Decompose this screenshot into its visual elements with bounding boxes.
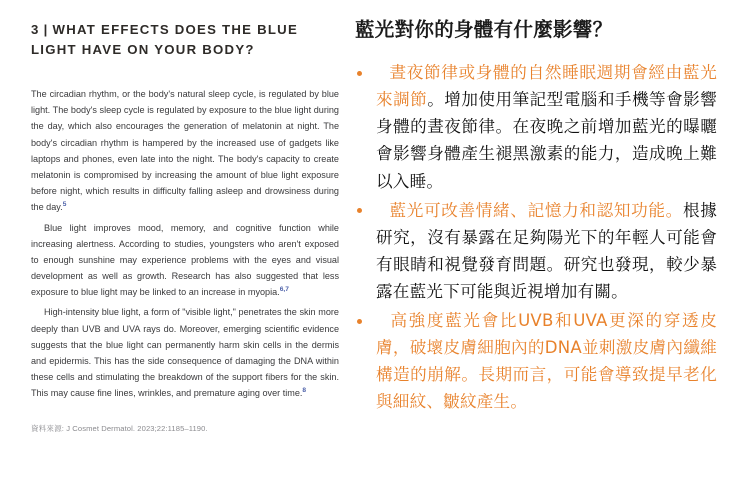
source-label: 資料來源 (31, 424, 62, 434)
page-title (31, 20, 339, 60)
list-item (355, 197, 717, 305)
footnote-ref-2: 6,7 (279, 286, 289, 294)
bullet-dot-icon (357, 208, 362, 213)
source-citation (31, 423, 339, 434)
footnote-ref-3: 8 (302, 387, 307, 395)
bullet-dot-icon (357, 319, 362, 324)
body-paragraph-2 (31, 220, 339, 301)
list-item-highlight: 晝夜節律或身體的自然睡眠週期會經由藍光來調節 (376, 63, 717, 110)
list-item-rest: 根據研究，沒有暴露在足夠陽光下的年輕人可能會有眼睛和視覺發育問題。研究也發現，較少暴露在藍光下可能與近視增加有關。 (376, 200, 717, 301)
title-separator: | (43, 22, 49, 37)
translated-heading: 藍光對你的身體有什麼影響？ (355, 18, 613, 41)
page-title-text: WHAT EFFECTS DOES THE BLUE LIGHT HAVE ON YOUR BODY? (31, 22, 298, 58)
source-text: : J Cosmet Dermatol. 2023;22:1185–1190. (61, 424, 208, 434)
body-paragraph-1 (31, 86, 339, 215)
left-column (31, 20, 339, 435)
section-number: 3 (31, 22, 40, 37)
list-item-highlight: 藍光可改善情緒、記憶力和認知功能。 (389, 200, 683, 220)
body-paragraph-2-text: Blue light improves mood, memory, and cognitive function while increasing alertness. According to studies, youngsters who aren't exposed to enough sunshine may experience problems with the eyes and visual development as well as growth. Research has also suggested that less exposure to blue light may be linked to an increase in myopia. (31, 222, 339, 298)
body-paragraph-1-text: The circadian rhythm, or the body's natural sleep cycle, is regulated by blue light. The body's sleep cycle is regulated by exposure to the blue light during the day, which also encourages the generation of melatonin at night. The body's circadian rhythm is hampered by the increased use of gadgets like laptops and phones, even late into the night. The body's capacity to create melatonin is compromised by increasing the amount of blue light exposure before night, which results in difficulty falling asleep and drowsiness during the day. (31, 89, 339, 213)
footnote-ref-1: 5 (62, 201, 67, 209)
body-paragraph-3 (31, 304, 339, 401)
list-item (355, 307, 717, 415)
right-column (355, 17, 717, 417)
bullet-dot-icon (357, 71, 362, 76)
list-item-rest: 。增加使用筆記型電腦和手機等會影響身體的晝夜節律。在夜晚之前增加藍光的曝曬會影響身體產生褪黑激素的能力，造成晚上難以入睡。 (376, 90, 717, 191)
list-item-highlight: 高強度藍光會比UVB和UVA更深的穿透皮膚，破壞皮膚細胞內的DNA並刺激皮膚內纖維構造的崩解。長期而言，可能會導致提早老化與細紋、皺紋產生。 (376, 310, 717, 411)
list-item (355, 59, 717, 194)
body-paragraph-3-text: High-intensity blue light, a form of "visible light," penetrates the skin more deeply than UVB and UVA rays do. Moreover, emerging scientific evidence suggests that the blue light can permanently harm skin cells in the dermis and epidermis. This has the side consequence of damaging the DNA within these cells and stimulating the breakdown of the support fibers for the skin. This may cause fine lines, wrinkles, and premature aging over time. (31, 307, 339, 399)
translated-bullet-list (355, 59, 717, 415)
